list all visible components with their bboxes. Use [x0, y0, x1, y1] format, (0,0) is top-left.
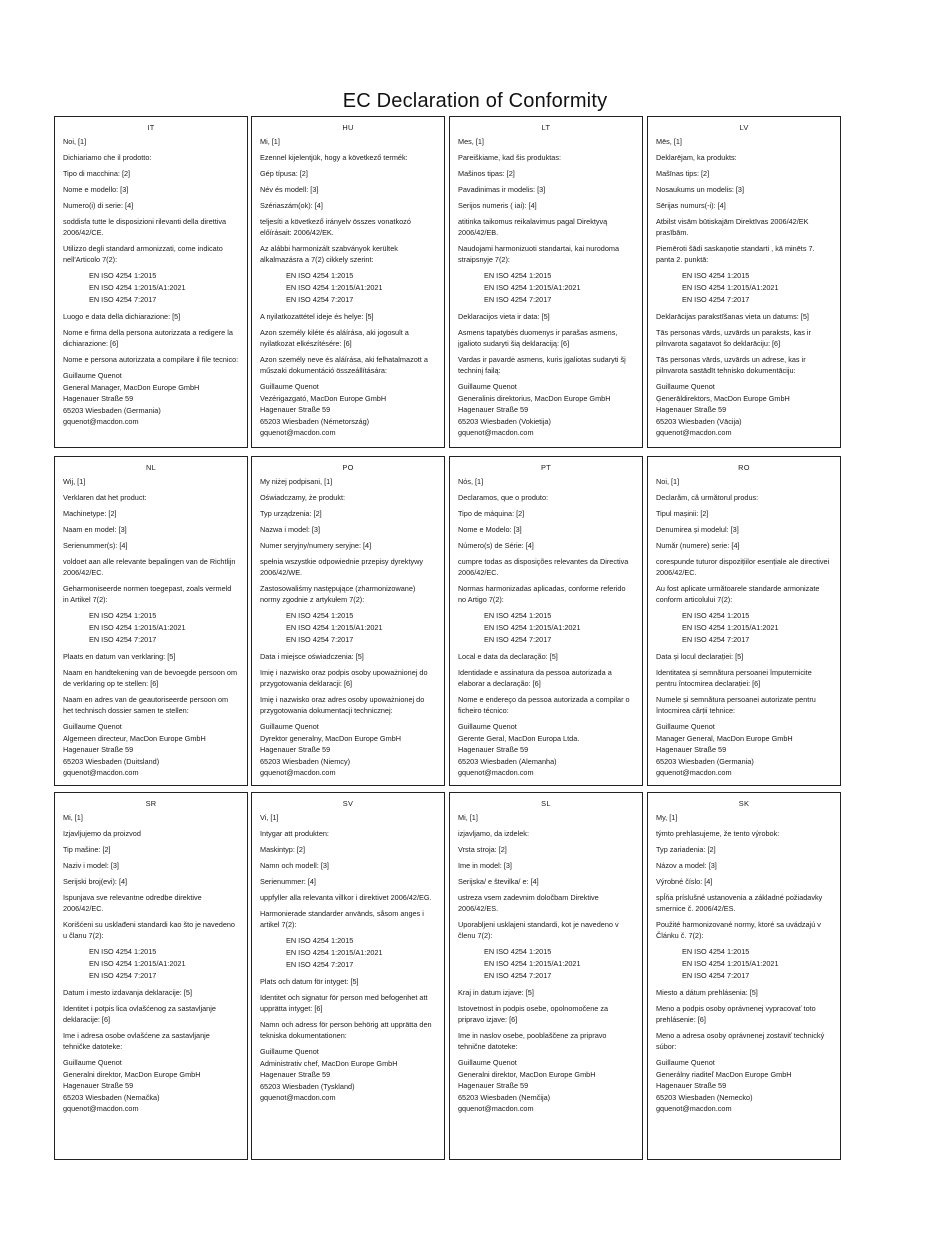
signatory-email: gquenot@macdon.com — [458, 1104, 534, 1113]
declaration-text: Normas harmonizadas aplicadas, conforme referido no Artigo 7(2): — [458, 584, 626, 604]
signatory-street: Hagenauer Straße 59 — [458, 405, 529, 414]
standard-item: EN ISO 4254 7:2017 — [484, 295, 552, 304]
declaration-text: Asmens tapatybės duomenys ir parašas asmens, įgalioto sudaryti šią deklaraciją: [6] — [458, 328, 618, 348]
signatory-name: Guillaume Quenot — [260, 382, 319, 391]
declaration-text: Vrsta stroja: [2] — [458, 845, 507, 854]
standard-item: EN ISO 4254 7:2017 — [682, 635, 750, 644]
signatory-email: gquenot@macdon.com — [63, 417, 139, 426]
declaration-text: Mašinos tipas: [2] — [458, 169, 515, 178]
declaration-text: Mi, [1] — [458, 813, 478, 822]
declaration-text: Noi, [1] — [63, 137, 87, 146]
declaration-text: Ezennel kijelentjük, hogy a következő termék: — [260, 153, 408, 162]
declaration-text: Nazwa i model: [3] — [260, 525, 321, 534]
standard-item: EN ISO 4254 1:2015 — [89, 947, 157, 956]
declaration-text: Ime in model: [3] — [458, 861, 512, 870]
declaration-text: Pareiškiame, kad šis produktas: — [458, 153, 562, 162]
signatory-email: gquenot@macdon.com — [458, 768, 534, 777]
declaration-text: Piemēroti šādi saskaņotie standarti , kā minēts 7. panta 2. punktā: — [656, 244, 815, 264]
standard-item: EN ISO 4254 1:2015/A1:2021 — [286, 623, 383, 632]
signatory-street: Hagenauer Straße 59 — [63, 1081, 134, 1090]
signatory-role: Administrativ chef, MacDon Europe GmbH — [260, 1058, 398, 1068]
signatory-street: Hagenauer Straße 59 — [63, 394, 134, 403]
signatory-email: gquenot@macdon.com — [63, 1104, 139, 1113]
declaration-text: Izjavljujemo da proizvod — [63, 829, 141, 838]
signatory-city: 65203 Wiesbaden (Németország) — [260, 416, 370, 426]
declaration-text: Názov a model: [3] — [656, 861, 717, 870]
signatory-city: 65203 Wiesbaden (Germania) — [63, 405, 161, 415]
declaration-text: Ime i adresa osobe ovlašćene za sastavljanje tehničke datoteke: — [63, 1031, 210, 1051]
signatory-email: gquenot@macdon.com — [260, 768, 336, 777]
signatory-name: Guillaume Quenot — [260, 722, 319, 731]
declaration-box-sk — [647, 792, 841, 1160]
declaration-text: Tās personas vārds, uzvārds un paraksts, kas ir pilnvarota sagatavot šo deklarāciju: [6] — [656, 328, 811, 348]
signatory-email: gquenot@macdon.com — [260, 428, 336, 437]
signatory-block — [260, 721, 436, 779]
language-code: SL — [541, 799, 551, 808]
standard-item: EN ISO 4254 1:2015/A1:2021 — [89, 959, 186, 968]
declaration-text: Plats och datum för intyget: [5] — [260, 977, 359, 986]
language-code: SK — [738, 799, 750, 808]
declaration-text: teljesíti a következő irányelv összes vonatkozó előírásait: 2006/42/EK. — [260, 217, 411, 237]
declaration-text: Numele și semnătura persoanei autorizate pentru întocmirea cărții tehnice: — [656, 695, 816, 715]
declaration-text: Serijska/ e številka/ e: [4] — [458, 877, 539, 886]
standard-item: EN ISO 4254 7:2017 — [286, 295, 354, 304]
signatory-street: Hagenauer Straße 59 — [656, 405, 727, 414]
declaration-text: Tās personas vārds, uzvārds un adrese, kas ir pilnvarota sastādīt tehnisko dokumentāciju: — [656, 355, 806, 375]
declaration-box-sl — [449, 792, 643, 1160]
standard-item: EN ISO 4254 7:2017 — [286, 960, 354, 969]
declaration-text: Datum i mesto izdavanja deklaracije: [5] — [63, 988, 192, 997]
standards-list — [286, 935, 436, 971]
declaration-text: Naam en adres van de geautoriseerde persoon om het technisch dossier samen te stellen: — [63, 695, 229, 715]
signatory-street: Hagenauer Straße 59 — [63, 745, 134, 754]
standard-item: EN ISO 4254 1:2015 — [682, 947, 750, 956]
standard-item: EN ISO 4254 1:2015 — [286, 936, 354, 945]
standards-list — [286, 270, 436, 306]
language-code: NL — [145, 463, 157, 472]
declaration-box-nl — [54, 456, 248, 786]
signatory-name: Guillaume Quenot — [63, 371, 122, 380]
signatory-role: Vezérigazgató, MacDon Europe GmbH — [260, 393, 387, 403]
declaration-text: Pavadinimas ir modelis: [3] — [458, 185, 546, 194]
standards-list — [682, 946, 832, 982]
declaration-box-po — [251, 456, 445, 786]
signatory-role: Manager General, MacDon Europe GmbH — [656, 733, 793, 743]
standard-item: EN ISO 4254 7:2017 — [484, 635, 552, 644]
declaration-text: Azon személy kiléte és aláírása, aki jogosult a nyilatkozat elkészítésére: [6] — [260, 328, 409, 348]
signatory-block — [458, 721, 634, 779]
signatory-role: Dyrektor generalny, MacDon Europe GmbH — [260, 733, 401, 743]
language-code: RO — [738, 463, 750, 472]
declaration-text: Namn och modell: [3] — [260, 861, 329, 870]
signatory-block — [63, 370, 239, 428]
declaration-box-pt — [449, 456, 643, 786]
declaration-text: Naudojami harmonizuoti standartai, kai nurodoma straipsnyje 7(2): — [458, 244, 620, 264]
declaration-text: Utilizzo degli standard armonizzati, come indicato nell'Articolo 7(2): — [63, 244, 223, 264]
declaration-text: cumpre todas as disposições relevantes da Directiva 2006/42/EC. — [458, 557, 629, 577]
declaration-text: Az alábbi harmonizált szabványok kerültek alkalmazásra a 7(2) cikkely szerint: — [260, 244, 398, 264]
page-title: EC Declaration of Conformity — [342, 90, 608, 112]
standard-item: EN ISO 4254 1:2015 — [286, 271, 354, 280]
signatory-email: gquenot@macdon.com — [656, 428, 732, 437]
declaration-text: Tipo de máquina: [2] — [458, 509, 525, 518]
declaration-text: Namn och adress för person behörig att upprätta den tekniska dokumentationen: — [260, 1020, 432, 1040]
declaration-text: Sērijas numurs(-i): [4] — [656, 201, 726, 210]
declaration-text: Deklarācijas parakstīšanas vieta un datums: [5] — [656, 312, 809, 321]
standard-item: EN ISO 4254 1:2015 — [286, 611, 354, 620]
standard-item: EN ISO 4254 7:2017 — [89, 635, 157, 644]
declaration-text: Număr (numere) serie: [4] — [656, 541, 740, 550]
standard-item: EN ISO 4254 7:2017 — [484, 971, 552, 980]
declaration-text: Tipul mașinii: [2] — [656, 509, 709, 518]
declaration-box-ro — [647, 456, 841, 786]
declaration-text: Vardas ir pavardė asmens, kuris įgaliotas sudaryti šį techninį failą: — [458, 355, 626, 375]
standards-list — [89, 610, 239, 646]
signatory-street: Hagenauer Straße 59 — [656, 745, 727, 754]
signatory-city: 65203 Wiesbaden (Tyskland) — [260, 1081, 355, 1091]
signatory-city: 65203 Wiesbaden (Vokietija) — [458, 416, 551, 426]
declaration-text: My, [1] — [656, 813, 678, 822]
signatory-city: 65203 Wiesbaden (Alemanha) — [458, 756, 557, 766]
signatory-name: Guillaume Quenot — [656, 722, 715, 731]
declaration-text: soddisfa tutte le disposizioni rilevanti della direttiva 2006/42/CE. — [63, 217, 227, 237]
declaration-text: corespunde tuturor dispozițiilor esențiale ale directivei 2006/42/EC. — [656, 557, 830, 577]
declaration-text: Plaats en datum van verklaring: [5] — [63, 652, 176, 661]
declaration-text: Denumirea și modelul: [3] — [656, 525, 739, 534]
language-code: PT — [540, 463, 552, 472]
declaration-text: Ime in naslov osebe, pooblaščene za pripravo tehnične datoteke: — [458, 1031, 607, 1051]
declaration-text: Imię i nazwisko oraz podpis osoby upoważnionej do przygotowania deklaracji: [6] — [260, 668, 428, 688]
standards-list — [682, 610, 832, 646]
declaration-text: Identitet och signatur för person med befogenhet att upprätta intyget: [6] — [260, 993, 428, 1013]
signatory-street: Hagenauer Straße 59 — [260, 1070, 331, 1079]
declaration-text: Gép típusa: [2] — [260, 169, 308, 178]
declaration-text: Atbilst visām būtiskajām Direktīvas 2006/42/EK prasībām. — [656, 217, 809, 237]
signatory-street: Hagenauer Straße 59 — [458, 1081, 529, 1090]
declaration-text: Data i miejsce oświadczenia: [5] — [260, 652, 364, 661]
standard-item: EN ISO 4254 1:2015/A1:2021 — [89, 623, 186, 632]
declaration-text: Výrobné číslo: [4] — [656, 877, 713, 886]
signatory-city: 65203 Wiesbaden (Nemecko) — [656, 1092, 753, 1102]
standard-item: EN ISO 4254 7:2017 — [682, 971, 750, 980]
declaration-text: Imię i nazwisko oraz adres osoby upoważnionej do przygotowania dokumentacji technicznej: — [260, 695, 425, 715]
signatory-role: Generalni direktor, MacDon Europe GmbH — [63, 1069, 201, 1079]
declaration-text: Istovetnost in podpis osebe, opolnomočene za pripravo izjave: [6] — [458, 1004, 609, 1024]
language-code: HU — [342, 123, 354, 132]
declaration-text: Použité harmonizované normy, ktoré sa uvádzajú v Článku č. 7(2): — [656, 920, 821, 940]
declaration-text: voldoet aan alle relevante bepalingen van de Richtlijn 2006/42/EC. — [63, 557, 236, 577]
signatory-block — [656, 381, 832, 439]
signatory-city: 65203 Wiesbaden (Nemačka) — [63, 1092, 160, 1102]
declaration-text: Kraj in datum izjave: [5] — [458, 988, 534, 997]
declaration-text: Uporabljeni usklajeni standardi, kot je navedeno v členu 7(2): — [458, 920, 619, 940]
standard-item: EN ISO 4254 1:2015 — [682, 611, 750, 620]
declaration-text: Numero(i) di serie: [4] — [63, 201, 134, 210]
language-code: LT — [541, 123, 551, 132]
signatory-city: 65203 Wiesbaden (Niemcy) — [260, 756, 351, 766]
standard-item: EN ISO 4254 1:2015 — [484, 271, 552, 280]
signatory-city: 65203 Wiesbaden (Germania) — [656, 756, 754, 766]
signatory-block — [260, 381, 436, 439]
declaration-text: Intygar att produkten: — [260, 829, 329, 838]
declaration-text: Nome e persona autorizzata a compilare il file tecnico: — [63, 355, 239, 364]
standard-item: EN ISO 4254 1:2015/A1:2021 — [682, 283, 779, 292]
signatory-role: General Manager, MacDon Europe GmbH — [63, 382, 200, 392]
declaration-text: Naziv i model: [3] — [63, 861, 119, 870]
signatory-email: gquenot@macdon.com — [458, 428, 534, 437]
signatory-email: gquenot@macdon.com — [260, 1093, 336, 1102]
signatory-city: 65203 Wiesbaden (Nemčija) — [458, 1092, 551, 1102]
signatory-city: 65203 Wiesbaden (Vācija) — [656, 416, 742, 426]
declaration-text: Naam en handtekening van de bevoegde persoon om de verklaring op te stellen: [6] — [63, 668, 238, 688]
signatory-street: Hagenauer Straße 59 — [260, 745, 331, 754]
declaration-text: Machinetype: [2] — [63, 509, 117, 518]
declaration-text: Mi, [1] — [63, 813, 83, 822]
declaration-text: Korišćeni su usklađeni standardi kao što je navedeno u članu 7(2): — [63, 920, 235, 940]
declaration-text: atitinka taikomus reikalavimus pagal Direktyvą 2006/42/EB. — [458, 217, 608, 237]
declaration-text: A nyilatkozattétel ideje és helye: [5] — [260, 312, 374, 321]
signatory-block — [656, 1057, 832, 1115]
signatory-name: Guillaume Quenot — [656, 382, 715, 391]
declaration-text: Au fost aplicate următoarele standarde armonizate conform articolului 7(2): — [656, 584, 820, 604]
signatory-role: Generálny riaditeľ MacDon Europe GmbH — [656, 1069, 792, 1079]
language-code: SV — [342, 799, 354, 808]
declaration-grid — [54, 116, 842, 1160]
declaration-text: ustreza vsem zadevnim določbam Direktive 2006/42/ES. — [458, 893, 599, 913]
declaration-text: Szériaszám(ok): [4] — [260, 201, 323, 210]
signatory-block — [458, 381, 634, 439]
signatory-name: Guillaume Quenot — [656, 1058, 715, 1067]
declaration-text: Typ urządzenia: [2] — [260, 509, 322, 518]
signatory-email: gquenot@macdon.com — [656, 1104, 732, 1113]
standards-list — [484, 946, 634, 982]
declaration-box-lt — [449, 116, 643, 448]
signatory-block — [63, 1057, 239, 1115]
declaration-text: týmto prehlasujeme, že tento výrobok: — [656, 829, 780, 838]
signatory-role: Gerente Geral, MacDon Europa Ltda. — [458, 733, 580, 743]
declaration-text: spĺňa príslušné ustanovenia a základné požiadavky smernice č. 2006/42/ES. — [656, 893, 823, 913]
standard-item: EN ISO 4254 1:2015 — [682, 271, 750, 280]
standard-item: EN ISO 4254 1:2015 — [89, 271, 157, 280]
declaration-text: Geharmoniseerde normen toegepast, zoals vermeld in Artikel 7(2): — [63, 584, 232, 604]
standard-item: EN ISO 4254 1:2015 — [484, 611, 552, 620]
signatory-role: Ģenerāldirektors, MacDon Europe GmbH — [656, 393, 790, 403]
signatory-name: Guillaume Quenot — [458, 722, 517, 731]
declaration-box-it — [54, 116, 248, 448]
signatory-block — [656, 721, 832, 779]
declaration-text: Tipo di macchina: [2] — [63, 169, 131, 178]
language-code: SR — [145, 799, 157, 808]
declaration-text: Identitet i potpis lica ovlašćenog za sastavljanje deklaracije: [6] — [63, 1004, 216, 1024]
standards-list — [682, 270, 832, 306]
signatory-role: Generalinis direktorius, MacDon Europe GmbH — [458, 393, 611, 403]
declaration-text: Typ zariadenia: [2] — [656, 845, 716, 854]
standard-item: EN ISO 4254 7:2017 — [682, 295, 750, 304]
signatory-street: Hagenauer Straße 59 — [458, 745, 529, 754]
declaration-text: Mēs, [1] — [656, 137, 682, 146]
standard-item: EN ISO 4254 1:2015 — [484, 947, 552, 956]
standard-item: EN ISO 4254 1:2015/A1:2021 — [484, 959, 581, 968]
declaration-text: Mes, [1] — [458, 137, 484, 146]
standard-item: EN ISO 4254 1:2015/A1:2021 — [89, 283, 186, 292]
declaration-text: Tip mašine: [2] — [63, 845, 111, 854]
standards-list — [484, 270, 634, 306]
declaration-text: Data și locul declarației: [5] — [656, 652, 744, 661]
standards-list — [286, 610, 436, 646]
signatory-city: 65203 Wiesbaden (Duitsland) — [63, 756, 160, 766]
standard-item: EN ISO 4254 1:2015 — [89, 611, 157, 620]
declaration-text: Harmonierade standarder används, såsom anges i artikel 7(2): — [260, 909, 424, 929]
signatory-block — [458, 1057, 634, 1115]
signatory-email: gquenot@macdon.com — [63, 768, 139, 777]
declaration-box-lv — [647, 116, 841, 448]
declaration-text: Local e data da declaração: [5] — [458, 652, 558, 661]
declaration-text: Wij, [1] — [63, 477, 86, 486]
declaration-text: Naam en model: [3] — [63, 525, 127, 534]
declaration-text: Deklaracijos vieta ir data: [5] — [458, 312, 550, 321]
signatory-email: gquenot@macdon.com — [656, 768, 732, 777]
declaration-text: Identidade e assinatura da pessoa autorizada a elaborar a declaração: [6] — [458, 668, 612, 688]
declaration-text: Nosaukums un modelis: [3] — [656, 185, 745, 194]
declaration-text: Meno a adresa osoby oprávnenej zostaviť technický súbor: — [656, 1031, 825, 1051]
declaration-box-sv — [251, 792, 445, 1160]
declaration-text: Declarăm, că următorul produs: — [656, 493, 759, 502]
declaration-text: Noi, [1] — [656, 477, 680, 486]
declaration-text: Vi, [1] — [260, 813, 279, 822]
signatory-name: Guillaume Quenot — [260, 1047, 319, 1056]
declaration-text: Nome e endereço da pessoa autorizada a compilar o ficheiro técnico: — [458, 695, 630, 715]
declaration-text: Dichiariamo che il prodotto: — [63, 153, 152, 162]
standard-item: EN ISO 4254 7:2017 — [286, 635, 354, 644]
declaration-box-hu — [251, 116, 445, 448]
standard-item: EN ISO 4254 1:2015/A1:2021 — [484, 623, 581, 632]
declaration-text: Miesto a dátum prehlásenia: [5] — [656, 988, 758, 997]
standards-list — [89, 270, 239, 306]
declaration-text: Declaramos, que o produto: — [458, 493, 549, 502]
language-code: LV — [739, 123, 749, 132]
declaration-text: Número(s) de Série: [4] — [458, 541, 534, 550]
declaration-text: Deklarējam, ka produkts: — [656, 153, 737, 162]
standards-list — [89, 946, 239, 982]
declaration-text: Serienummer(s): [4] — [63, 541, 128, 550]
declaration-text: uppfyller alla relevanta villkor i direktivet 2006/42/EG. — [260, 893, 432, 902]
language-code: IT — [147, 123, 155, 132]
signatory-block — [260, 1046, 436, 1104]
standard-item: EN ISO 4254 1:2015/A1:2021 — [286, 948, 383, 957]
declaration-text: Mašīnas tips: [2] — [656, 169, 710, 178]
declaration-text: Oświadczamy, że produkt: — [260, 493, 346, 502]
declaration-text: Nós, [1] — [458, 477, 484, 486]
standard-item: EN ISO 4254 7:2017 — [89, 295, 157, 304]
standard-item: EN ISO 4254 1:2015/A1:2021 — [682, 623, 779, 632]
declaration-text: Mi, [1] — [260, 137, 280, 146]
declaration-text: My niżej podpisani, [1] — [260, 477, 333, 486]
declaration-text: Serienummer: [4] — [260, 877, 316, 886]
declaration-text: spełnia wszystkie odpowiednie przepisy dyrektywy 2006/42/WE. — [260, 557, 424, 577]
signatory-street: Hagenauer Straße 59 — [656, 1081, 727, 1090]
declaration-text: Luogo e data della dichiarazione: [5] — [63, 312, 181, 321]
declaration-text: Zastosowaliśmy następujące (zharmonizowane) normy zgodnie z artykułem 7(2): — [260, 584, 416, 604]
standard-item: EN ISO 4254 1:2015/A1:2021 — [286, 283, 383, 292]
declaration-text: Nome e modello: [3] — [63, 185, 129, 194]
signatory-block — [63, 721, 239, 779]
declaration-text: Numer seryjny/numery seryjne: [4] — [260, 541, 372, 550]
declaration-text: Verklaren dat het product: — [63, 493, 147, 502]
declaration-box-sr — [54, 792, 248, 1160]
standard-item: EN ISO 4254 1:2015/A1:2021 — [484, 283, 581, 292]
declaration-text: Serijos numeris ( iai): [4] — [458, 201, 537, 210]
standard-item: EN ISO 4254 1:2015/A1:2021 — [682, 959, 779, 968]
declaration-text: Serijski broj(evi): [4] — [63, 877, 128, 886]
signatory-name: Guillaume Quenot — [458, 1058, 517, 1067]
declaration-text: Nome e firma della persona autorizzata a redigere la dichiarazione: [6] — [63, 328, 233, 348]
language-code: PO — [342, 463, 354, 472]
declaration-text: Nome e Modelo: [3] — [458, 525, 522, 534]
declaration-text: Név és modell: [3] — [260, 185, 319, 194]
standard-item: EN ISO 4254 7:2017 — [89, 971, 157, 980]
signatory-role: Algemeen directeur, MacDon Europe GmbH — [63, 733, 206, 743]
signatory-street: Hagenauer Straße 59 — [260, 405, 331, 414]
signatory-name: Guillaume Quenot — [458, 382, 517, 391]
declaration-text: Meno a podpis osoby oprávnenej vypracovať toto prehlásenie: [6] — [656, 1004, 816, 1024]
signatory-name: Guillaume Quenot — [63, 1058, 122, 1067]
declaration-text: Identitatea și semnătura persoanei împuternicite pentru întocmirea declarației: [6] — [656, 668, 812, 688]
signatory-role: Generalni direktor, MacDon Europe GmbH — [458, 1069, 596, 1079]
declaration-text: izjavljamo, da izdelek: — [458, 829, 529, 838]
declaration-text: Azon személy neve és aláírása, aki felhatalmazott a műszaki dokumentáció összeállítására: — [260, 355, 428, 375]
declaration-text: Maskintyp: [2] — [260, 845, 306, 854]
standards-list — [484, 610, 634, 646]
signatory-name: Guillaume Quenot — [63, 722, 122, 731]
declaration-text: Ispunjava sve relevantne odredbe direktive 2006/42/EC. — [63, 893, 202, 913]
